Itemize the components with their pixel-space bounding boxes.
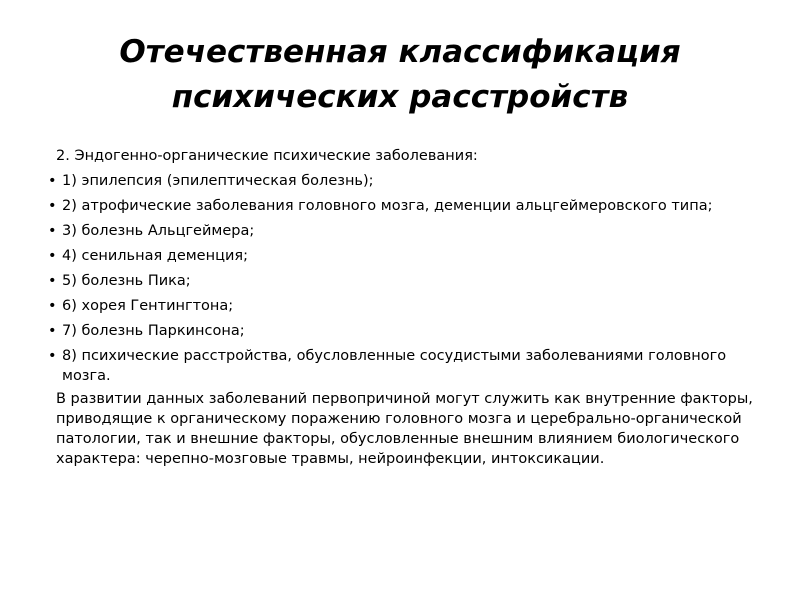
list-item-text: 1) эпилепсия (эпилептическая болезнь); bbox=[62, 173, 374, 189]
list-item-text: 6) хорея Гентингтона; bbox=[62, 298, 234, 314]
list-item bbox=[44, 196, 774, 216]
title-line-1: Отечественная классификация bbox=[119, 34, 681, 70]
bullet-icon: • bbox=[48, 198, 57, 214]
list-item bbox=[44, 271, 774, 291]
bullet-icon: • bbox=[48, 348, 57, 364]
list-item-text: 8) психические расстройства, обусловленные сосудистыми заболеваниями головного мозга. bbox=[62, 348, 727, 384]
bullet-icon: • bbox=[48, 298, 57, 314]
bullet-icon: • bbox=[48, 248, 57, 264]
section-subheading: 2. Эндогенно-органические психические заболевания: bbox=[56, 148, 478, 164]
title-line-2: психических расстройств bbox=[171, 79, 629, 115]
list-item-text: 2) атрофические заболевания головного мозга, деменции альцгеймеровского типа; bbox=[62, 198, 713, 214]
list-item bbox=[44, 296, 774, 316]
list-item-text: 7) болезнь Паркинсона; bbox=[62, 323, 245, 339]
bullet-icon: • bbox=[48, 273, 57, 289]
list-item-text: 5) болезнь Пика; bbox=[62, 273, 191, 289]
list-item bbox=[44, 246, 774, 266]
bullet-icon: • bbox=[48, 173, 57, 189]
bullet-icon: • bbox=[48, 323, 57, 339]
list-item bbox=[44, 171, 774, 191]
bullet-icon: • bbox=[48, 223, 57, 239]
list-item bbox=[44, 321, 774, 341]
slide-title bbox=[20, 30, 780, 120]
list-item bbox=[44, 346, 774, 386]
explanation-paragraph: В развитии данных заболеваний первопричиной могут служить как внутренние факторы, приводящие к органическому поражению головного мозга и церебрально-органической патологии, так и внешние факторы, обусловленные внешним влиянием биологического характера: черепно-мозговые травмы, нейроинфекции, интоксикации. bbox=[56, 391, 753, 467]
disease-list bbox=[44, 171, 774, 386]
list-item-text: 3) болезнь Альцгеймера; bbox=[62, 223, 255, 239]
slide-content bbox=[44, 146, 774, 469]
list-item bbox=[44, 221, 774, 241]
list-item-text: 4) сенильная деменция; bbox=[62, 248, 248, 264]
